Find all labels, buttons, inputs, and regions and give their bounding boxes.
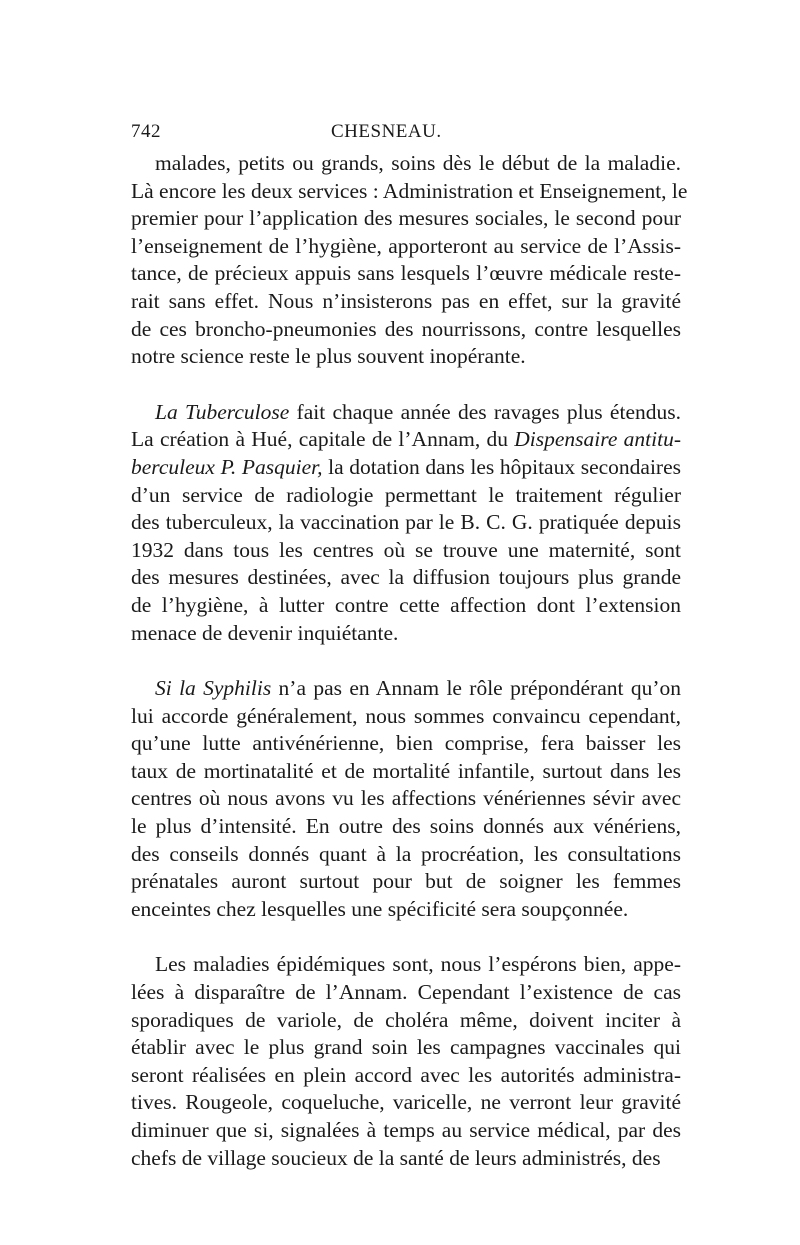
paragraph-gap (131, 371, 681, 399)
paragraph (131, 675, 681, 923)
text-line: le plus d’intensité. En outre des soins donnés aux vénériens, (131, 814, 681, 839)
text-line: seront réalisées en plein accord avec les autorités administra- (131, 1062, 681, 1087)
text-line: établir avec le plus grand soin les campagnes vaccinales qui (131, 1035, 681, 1060)
text-line: d’un service de radiologie permettant le traitement régulier (131, 482, 681, 507)
text-line (131, 454, 681, 482)
paragraph-gap (131, 923, 681, 951)
paragraph (131, 951, 681, 1172)
line-text: n’a pas en Annam le rôle prépondérant qu’on (271, 676, 681, 701)
page-header (131, 121, 679, 145)
text-line: notre science reste le plus souvent inopérante. (131, 344, 526, 369)
line-text: la dotation dans les hôpitaux secondaires (322, 454, 681, 479)
text-line: rait sans effet. Nous n’insisterons pas en effet, sur la gravité (131, 288, 681, 313)
paragraph (131, 150, 688, 371)
text-line: sporadiques de variole, de choléra même, doivent inciter à (131, 1007, 681, 1032)
text-line: l’enseignement de l’hygiène, apporteront au service de l’Assis- (131, 233, 681, 258)
page-number: 742 (131, 121, 161, 142)
text-line (131, 399, 681, 427)
italic-term: La Tuberculose (155, 399, 290, 424)
text-line: qu’une lutte antivénérienne, bien comprise, fera baisser les (131, 731, 681, 756)
text-line: lées à disparaître de l’Annam. Cependant l’existence de cas (131, 980, 681, 1005)
text-line: Les maladies épidémiques sont, nous l’espérons bien, appe- (155, 952, 681, 977)
text-line: centres où nous avons vu les affections vénériennes sévir avec (131, 786, 681, 811)
italic-term: Si la Syphilis (155, 676, 272, 701)
text-line: des mesures destinées, avec la diffusion toujours plus grande (131, 565, 681, 590)
body-text (131, 150, 688, 1172)
text-line: lui accorde généralement, nous sommes convaincu cependant, (131, 703, 681, 728)
italic-term: Dispensaire antitu- (514, 427, 681, 452)
text-line: Là encore les deux services : Administration et Enseignement, le (131, 178, 688, 203)
text-line: de l’hygiène, à lutter contre cette affection dont l’extension (131, 592, 681, 617)
running-head: CHESNEAU. (331, 121, 442, 142)
text-line: malades, petits ou grands, soins dès le début de la maladie. (155, 151, 681, 175)
italic-term: berculeux P. Pasquier, (131, 454, 323, 479)
text-line: chefs de village soucieux de la santé de leurs administrés, des (131, 1145, 661, 1170)
line-text: La création à Hué, capitale de l’Annam, du (131, 427, 515, 452)
text-line: menace de devenir inquiétante. (131, 620, 399, 645)
text-line: taux de mortinatalité et de mortalité infantile, surtout dans les (131, 758, 681, 783)
line-text: fait chaque année des ravages plus étendus. (289, 399, 681, 424)
text-line: des conseils donnés quant à la procréation, les consultations (131, 841, 681, 866)
text-line: premier pour l’application des mesures sociales, le second pour (131, 206, 681, 231)
text-line: de ces broncho-pneumonies des nourrissons, contre lesquelles (131, 316, 681, 341)
text-line (131, 426, 681, 454)
paragraph (131, 399, 681, 647)
text-line: enceintes chez lesquelles une spécificité sera soupçonnée. (131, 896, 629, 921)
text-line (131, 675, 681, 703)
paragraph-gap (131, 647, 681, 675)
text-line: tives. Rougeole, coqueluche, varicelle, ne verront leur gravité (131, 1090, 681, 1115)
text-line: tance, de précieux appuis sans lesquels l’œuvre médicale reste- (131, 261, 681, 286)
text-line: des tuberculeux, la vaccination par le B. C. G. pratiquée depuis (131, 510, 681, 535)
text-line: 1932 dans tous les centres où se trouve une maternité, sont (131, 537, 681, 562)
text-line: diminuer que si, signalées à temps au service médical, par des (131, 1118, 681, 1142)
text-line: prénatales auront surtout pour but de soigner les femmes (131, 869, 681, 894)
